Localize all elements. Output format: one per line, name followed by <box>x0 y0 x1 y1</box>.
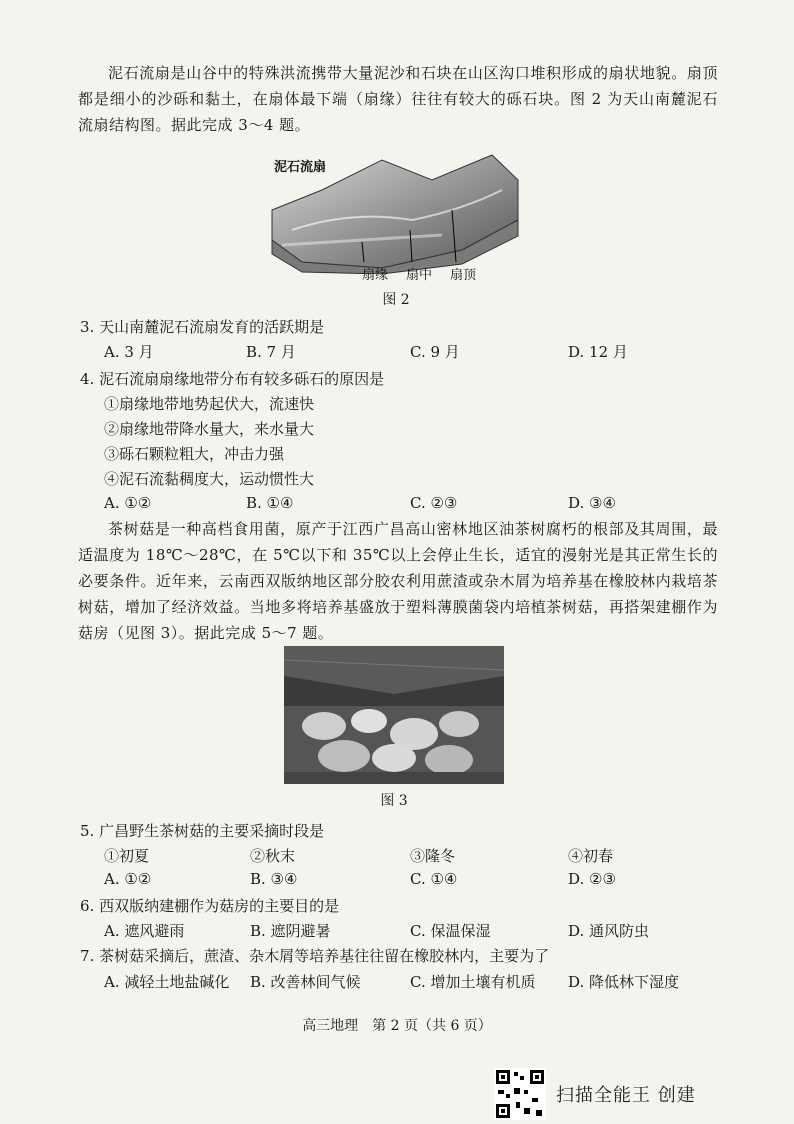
q6-option-b[interactable]: B. 遮阴避暑 <box>250 922 331 940</box>
q5-option-a[interactable]: A. ①② <box>104 870 152 888</box>
q3-option-d[interactable]: D. 12 月 <box>568 343 628 361</box>
mushroom-shed-photo <box>284 646 504 784</box>
q6-option-c[interactable]: C. 保温保湿 <box>410 922 491 940</box>
q5-item-3: ③隆冬 <box>410 847 456 865</box>
q3-option-c[interactable]: C. 9 月 <box>410 343 460 361</box>
label-fan-top: 扇顶 <box>450 268 477 283</box>
q5-item-2: ②秋末 <box>250 847 296 865</box>
figure-2-title: 泥石流扇 <box>274 160 327 175</box>
q4-item-3: ③砾石颗粒粗大，冲击力强 <box>104 445 285 463</box>
q4-option-d[interactable]: D. ③④ <box>568 494 616 512</box>
figure-2-caption: 图 2 <box>382 292 410 308</box>
q5-option-d[interactable]: D. ②③ <box>568 870 616 888</box>
label-fan-edge: 扇缘 <box>362 268 389 283</box>
q4-option-b[interactable]: B. ①④ <box>246 494 294 512</box>
q7-option-d[interactable]: D. 降低林下湿度 <box>568 973 680 991</box>
question-6-stem: 6. 西双版纳建棚作为菇房的主要目的是 <box>80 897 340 915</box>
question-4-stem: 4. 泥石流扇扇缘地带分布有较多砾石的原因是 <box>80 370 385 388</box>
label-fan-middle: 扇中 <box>406 268 433 283</box>
q3-option-a[interactable]: A. 3 月 <box>104 343 154 361</box>
scanner-watermark <box>494 1068 696 1120</box>
q5-item-4: ④初春 <box>568 847 614 865</box>
page-footer: 高三地理 第 2 页（共 6 页） <box>302 1018 492 1034</box>
scanner-watermark-text: 扫描全能王 创建 <box>556 1085 696 1106</box>
q4-item-2: ②扇缘地带降水量大，来水量大 <box>104 420 315 438</box>
q6-option-d[interactable]: D. 通风防虫 <box>568 922 650 940</box>
q4-item-4: ④泥石流黏稠度大，运动惯性大 <box>104 470 315 488</box>
figure-2-debris-fan <box>262 150 526 274</box>
qr-code-icon <box>494 1068 546 1120</box>
q7-option-c[interactable]: C. 增加土壤有机质 <box>410 973 536 991</box>
intro-paragraph-debris-fan: 泥石流扇是山谷中的特殊洪流携带大量泥沙和石块在山区沟口堆积形成的扇状地貌。扇顶都是细小的沙砾和黏土，在扇体最下端（扇缘）往往有较大的砾石块。图 2 为天山南麓泥石流扇结构图。据此完成 3～4 题。 <box>78 64 718 134</box>
q4-option-a[interactable]: A. ①② <box>104 494 152 512</box>
question-5-stem: 5. 广昌野生茶树菇的主要采摘时段是 <box>80 822 325 840</box>
q6-option-a[interactable]: A. 遮风避雨 <box>104 922 185 940</box>
intro-paragraph-tea-mushroom: 茶树菇是一种高档食用菌，原产于江西广昌高山密林地区油茶树腐朽的根部及其周围，最适温度为 18℃～28℃，在 5℃以下和 35℃以上会停止生长，适宜的漫射光是其正常生长的必要条件。近年来，云南西双版纳地区部分胶农利用蔗渣或杂木屑为培养基在橡胶林内栽培茶树菇，增加了经济效益。当地多将培养基盛放于塑料薄膜菌袋内培植茶树菇，再搭架建棚作为菇房（见图 3）。据此完成 5～7 题。 <box>78 520 718 642</box>
q5-option-c[interactable]: C. ①④ <box>410 870 458 888</box>
q4-item-1: ①扇缘地带地势起伏大，流速快 <box>104 395 315 413</box>
q7-option-b[interactable]: B. 改善林间气候 <box>250 973 361 991</box>
figure-3-mushroom-shed <box>284 646 504 784</box>
question-3-stem: 3. 天山南麓泥石流扇发育的活跃期是 <box>80 318 325 336</box>
q7-option-a[interactable]: A. 减轻土地盐碱化 <box>104 973 230 991</box>
q4-option-c[interactable]: C. ②③ <box>410 494 458 512</box>
q5-option-b[interactable]: B. ③④ <box>250 870 298 888</box>
question-7-stem: 7. 茶树菇采摘后，蔗渣、杂木屑等培养基往往留在橡胶林内，主要为了 <box>80 947 550 965</box>
q3-option-b[interactable]: B. 7 月 <box>246 343 296 361</box>
q5-item-1: ①初夏 <box>104 847 150 865</box>
figure-3-caption: 图 3 <box>380 793 408 809</box>
